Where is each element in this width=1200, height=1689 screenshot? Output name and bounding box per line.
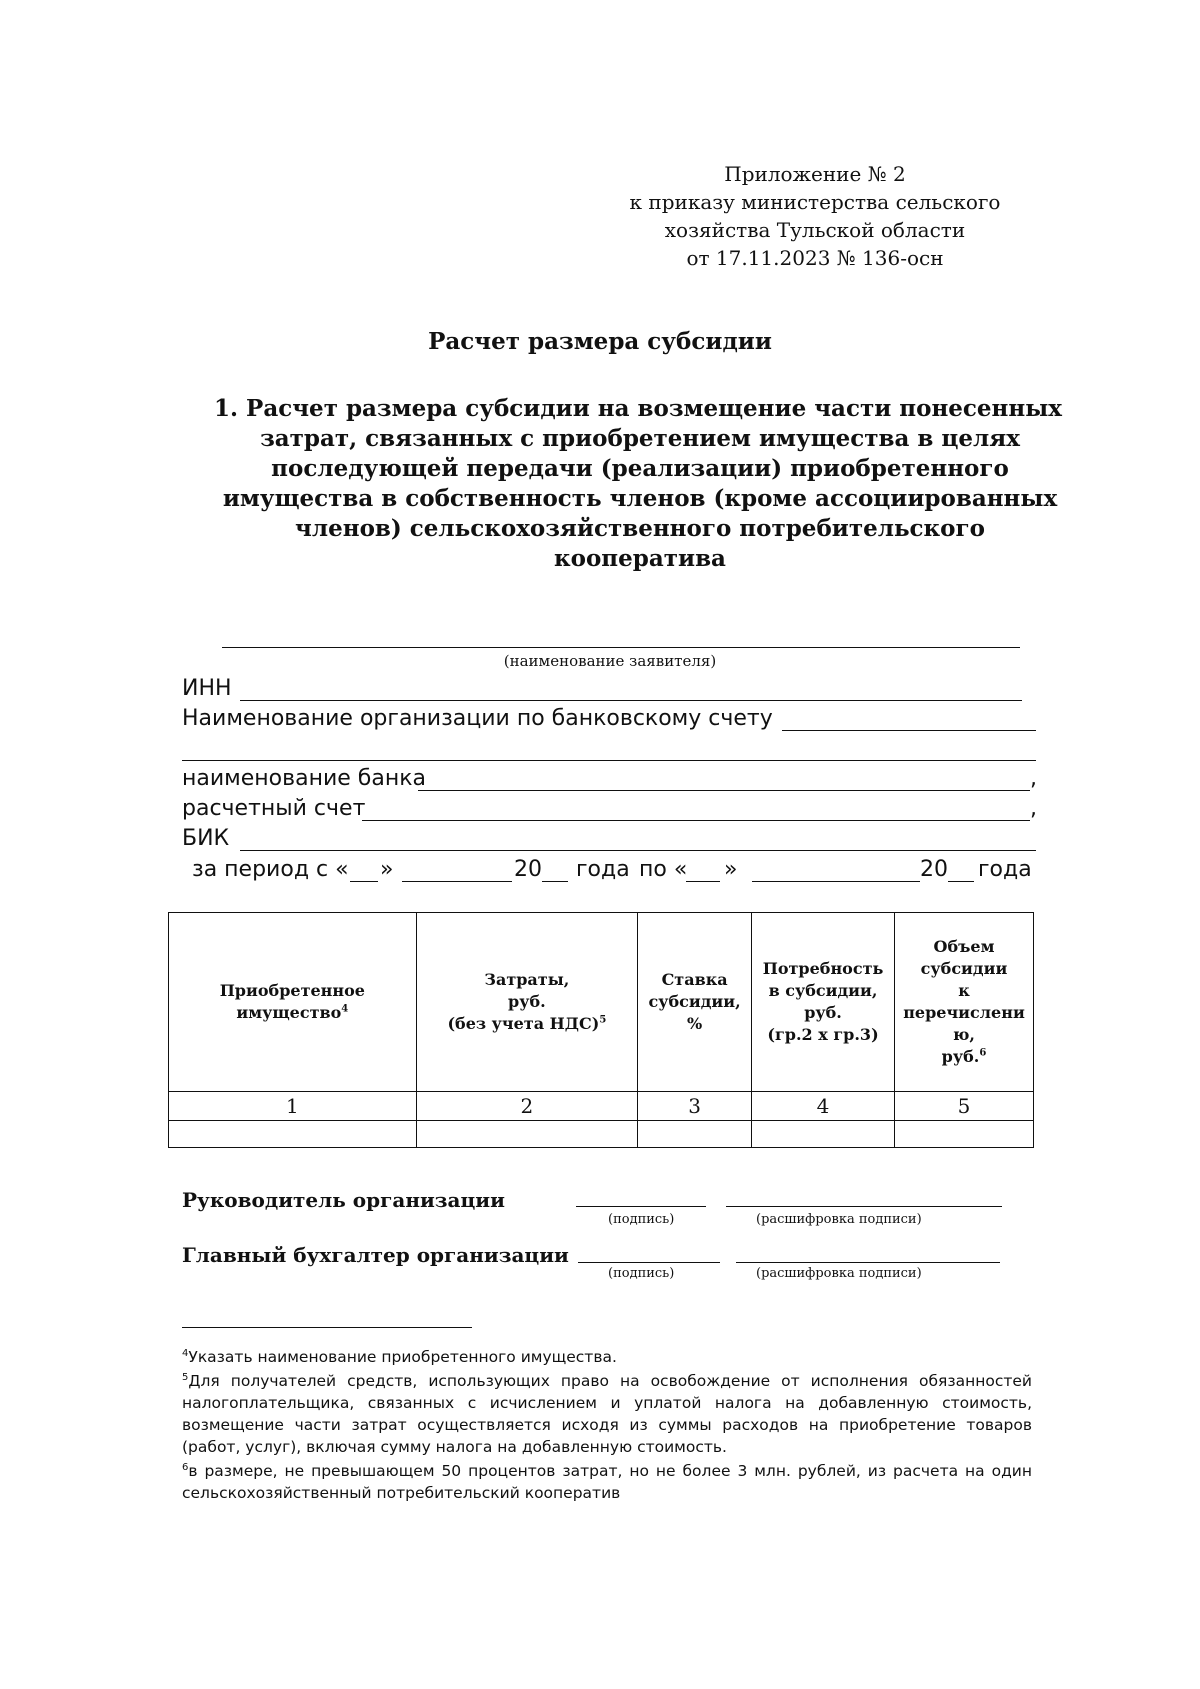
bank-name-label: наименование банка [182,766,426,791]
table-cell[interactable] [752,1121,895,1148]
period-close-quote: » [380,857,394,882]
table-header-property: Приобретенное имущество$^4$ [169,913,417,1092]
period-end-year-word: года [978,857,1032,882]
period-end-year-prefix: 20 [920,857,948,882]
applicant-name-caption: (наименование заявителя) [503,652,717,670]
org-bank-name-input-line[interactable] [782,730,1036,731]
applicant-name-line[interactable] [222,647,1020,648]
table-row [169,1121,1034,1148]
period-end-open-quote: по « [639,857,688,882]
bank-name-comma: , [1030,766,1037,791]
section-heading-line: имущества в собственность членов (кроме ассоциированных [222,485,1058,512]
head-decoding-line[interactable] [726,1206,1002,1207]
head-signature-caption: (подпись) [608,1212,675,1227]
period-end-year-line[interactable] [948,881,974,882]
column-number: 3 [638,1092,752,1121]
account-label: расчетный счет [182,796,366,821]
table-header-need: Потребность в субсидии, руб. (гр.2 х гр.3) [752,913,895,1092]
footnote-6: $^6$в размере, не превышающем 50 процентов затрат, но не более 3 млн. рублей, из расчета на один сельскохозяйственный потребительский кооператив [182,1461,1032,1502]
table-header-row [169,913,1034,1092]
org-bank-name-label: Наименование организации по банковскому счету [182,706,773,731]
footnote-4: $^4$Указать наименование приобретенного имущества. [182,1347,617,1366]
account-input-line[interactable] [362,820,1030,821]
accountant-signature-caption: (подпись) [608,1266,675,1281]
bank-name-input-line[interactable] [418,790,1030,791]
section-heading-line: последующей передачи (реализации) приобретенного [271,455,1009,482]
org-bank-name-continuation-line[interactable] [182,760,1036,761]
table-cell[interactable] [169,1121,417,1148]
appendix-order-date: от 17.11.2023 № 136-осн [686,246,944,270]
head-of-organization-label: Руководитель организации [182,1188,505,1212]
document-title: Расчет размера субсидии [428,328,772,355]
period-start-month-line[interactable] [402,881,512,882]
table-header-rate: Ставка субсидии, % [638,913,752,1092]
table-cell[interactable] [638,1121,752,1148]
footnote-separator [182,1327,472,1328]
period-end-close-quote: » [724,857,738,882]
column-number: 2 [416,1092,638,1121]
subsidy-calculation-table [168,912,1034,1148]
footnote-5: $^5$Для получателей средств, использующих право на освобождение от исполнения обязанностей налогоплательщика, связанных с исчислением и уплатой налога на добавленную стоимость, возмещение части затрат осуществляется исходя из суммы расходов на приобретение товаров (работ, услуг), включая сумму налога на добавленную стоимость. [182,1371,1032,1456]
accountant-decoding-caption: (расшифровка подписи) [756,1266,922,1281]
bik-label: БИК [182,826,230,851]
table-column-number-row [169,1092,1034,1121]
chief-accountant-label: Главный бухгалтер организации [182,1243,569,1267]
column-number: 1 [169,1092,417,1121]
period-start-day-line[interactable] [350,881,378,882]
accountant-signature-line[interactable] [578,1262,720,1263]
bik-input-line[interactable] [240,850,1036,851]
accountant-decoding-line[interactable] [736,1262,1000,1263]
inn-input-line[interactable] [240,700,1022,701]
section-heading-line: кооператива [554,545,726,572]
column-number: 5 [895,1092,1034,1121]
section-heading [214,394,1062,574]
head-signature-line[interactable] [576,1206,706,1207]
period-end-day-line[interactable] [686,881,720,882]
section-heading-line: членов) сельскохозяйственного потребительского [295,515,985,542]
appendix-header [600,160,1030,272]
table-header-costs: Затраты, руб. (без учета НДС)$^5$ [416,913,638,1092]
section-heading-line: 1. Расчет размера субсидии на возмещение части понесенных [214,395,1062,422]
appendix-number: Приложение № 2 [724,162,906,186]
appendix-ministry: хозяйства Тульской области [664,218,966,242]
period-start-year-prefix: 20 [514,857,542,882]
period-end-month-line[interactable] [752,881,920,882]
inn-label: ИНН [182,676,232,701]
account-comma: , [1030,796,1037,821]
table-cell[interactable] [416,1121,638,1148]
section-heading-line: затрат, связанных с приобретением имущества в целях [260,425,1020,452]
table-header-transfer-amount: Объем субсидии к перечислени ю, руб.$^6$ [895,913,1034,1092]
period-start-year-line[interactable] [542,881,568,882]
head-decoding-caption: (расшифровка подписи) [756,1212,922,1227]
column-number: 4 [752,1092,895,1121]
appendix-order-ref: к приказу министерства сельского [629,190,1001,214]
table-cell[interactable] [895,1121,1034,1148]
period-prefix: за период с « [192,857,349,882]
period-year-word: года [576,857,630,882]
